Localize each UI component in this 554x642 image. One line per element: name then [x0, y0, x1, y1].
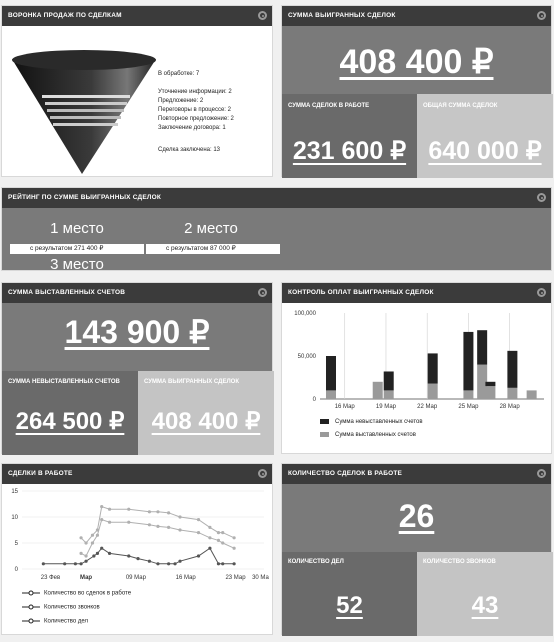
series-point [217, 531, 220, 534]
won-sum-left-value: 231 600 ₽ [292, 137, 407, 165]
series-point [208, 547, 211, 550]
series-point [108, 552, 111, 555]
x-tick-label: 23 Фев [40, 575, 61, 581]
x-tick-label: 19 Мар [375, 404, 397, 410]
series-point [167, 511, 170, 514]
legend-label: Количество звонков [44, 604, 100, 611]
series-point [100, 505, 103, 508]
bar-unbilled [507, 351, 517, 388]
y-tick-label: 15 [11, 489, 18, 495]
invoices-value: 143 900 ₽ [64, 314, 210, 350]
legend-marker-icon [22, 618, 40, 624]
bar-billed [507, 388, 517, 399]
count-right-cell [417, 552, 553, 636]
series-point [42, 562, 45, 565]
funnel-stage-label: Сделка заключена: 13 [158, 147, 221, 153]
series-point [91, 534, 94, 537]
series-point [217, 539, 220, 542]
x-tick-label: 25 Мар [458, 404, 479, 410]
funnel-stage-label: Переговоры в процессе: 2 [158, 107, 231, 113]
bar-unbilled [326, 356, 336, 390]
legend-label: Количество во сделок в работе [44, 590, 132, 597]
series-point [221, 531, 224, 534]
series-point [167, 526, 170, 529]
legend-item-deals [22, 590, 131, 597]
x-tick-label: 23 Мар [225, 575, 246, 581]
x-tick-label: 16 Мар [175, 575, 196, 581]
series-point [217, 562, 220, 565]
y-tick-label: 50,000 [297, 354, 316, 360]
funnel-stage-label: Заключение договора: 1 [158, 125, 226, 131]
series-point [221, 541, 224, 544]
funnel-graphic [2, 26, 274, 178]
series-point [100, 547, 103, 550]
series-point [84, 541, 87, 544]
rating-place-1: 1 место [50, 220, 104, 237]
gear-icon[interactable] [258, 469, 267, 478]
bar-unbilled [463, 332, 473, 390]
invoices-left-value: 264 500 ₽ [15, 408, 125, 435]
rating-result-1: с результатом 271 400 ₽ [10, 244, 144, 254]
gear-icon[interactable] [537, 288, 546, 297]
count-right-label: КОЛИЧЕСТВО ЗВОНКОВ [423, 559, 496, 565]
series-point [178, 528, 181, 531]
won-sum-panel [281, 5, 552, 177]
y-tick-label: 100,000 [294, 311, 316, 317]
series-point [197, 518, 200, 521]
count-left-cell [282, 552, 417, 636]
series-point [63, 562, 66, 565]
x-tick-label: Мар [80, 575, 93, 581]
series-point [96, 534, 99, 537]
legend-label: Сумма невыставленных счетов [335, 419, 423, 426]
payments-title: КОНТРОЛЬ ОПЛАТ ВЫИГРАННЫХ СДЕЛОК [288, 289, 434, 296]
count-deals-panel [281, 463, 552, 635]
series-point [233, 562, 236, 565]
series-point [74, 562, 77, 565]
bar-billed [384, 390, 394, 399]
won-sum-title: СУММА ВЫИГРАННЫХ СДЕЛОК [288, 12, 396, 19]
invoices-title: СУММА ВЫСТАВЛЕННЫХ СЧЕТОВ [8, 289, 126, 296]
count-deals-title: КОЛИЧЕСТВО СДЕЛОК В РАБОТЕ [288, 470, 403, 477]
legend-item-unbilled [320, 419, 423, 425]
y-tick-label: 5 [14, 541, 18, 547]
x-tick-label: 22 Мар [417, 404, 438, 410]
x-tick-label: 28 Мар [499, 404, 520, 410]
count-left-value: 52 [336, 592, 363, 619]
bar-unbilled [428, 353, 438, 383]
series-point [136, 557, 139, 560]
invoices-left-label: СУММА НЕВЫСТАВЛЕННЫХ СЧЕТОВ [8, 379, 120, 385]
series-point [233, 536, 236, 539]
legend-item-billed [320, 432, 416, 438]
rating-result-2: с результатом 87 000 ₽ [146, 244, 280, 254]
series-point [84, 560, 87, 563]
funnel-stage-label: В обработке: 7 [158, 71, 200, 77]
legend-label: Сумма выставленных счетов [335, 432, 416, 439]
series-point [108, 521, 111, 524]
funnel-band [47, 109, 124, 112]
gear-icon[interactable] [537, 193, 546, 202]
rating-header [2, 188, 551, 208]
funnel-header [2, 6, 272, 26]
series-point [156, 525, 159, 528]
series-point [108, 508, 111, 511]
invoices-panel [1, 282, 273, 454]
funnel-band [53, 123, 118, 126]
legend-marker-icon [22, 604, 40, 610]
series-point [127, 554, 130, 557]
gear-icon[interactable] [258, 11, 267, 20]
bar-unbilled [384, 371, 394, 390]
deals-line-chart [2, 486, 274, 586]
x-tick-label: 09 Мар [125, 575, 146, 581]
series-point [100, 518, 103, 521]
series-point [127, 521, 130, 524]
won-sum-left-cell [282, 94, 417, 178]
deals-in-work-title: СДЕЛКИ В РАБОТЕ [8, 470, 73, 477]
rating-place-3: 3 место [50, 256, 104, 273]
won-sum-right-value: 640 000 ₽ [428, 137, 542, 165]
deals-in-work-panel [1, 463, 273, 635]
deals-in-work-header [2, 464, 272, 484]
gear-icon[interactable] [537, 11, 546, 20]
count-deals-value: 26 [398, 498, 435, 534]
bar-billed [373, 382, 383, 399]
bar-billed [326, 390, 336, 399]
y-tick-label: 0 [14, 567, 18, 573]
bar-unbilled [477, 330, 487, 364]
funnel-band [42, 95, 130, 98]
series-point [178, 560, 181, 563]
series-point [208, 526, 211, 529]
legend-label: Количество дел [44, 618, 89, 625]
series-point [79, 536, 82, 539]
series-point [221, 562, 224, 565]
count-left-label: КОЛИЧЕСТВО ДЕЛ [288, 559, 344, 565]
invoices-header [2, 283, 272, 303]
gear-icon[interactable] [258, 288, 267, 297]
series-point [148, 523, 151, 526]
count-right-value: 43 [471, 592, 499, 619]
series-point [79, 562, 82, 565]
x-tick-label: 30 Ма [252, 575, 269, 581]
payments-header [282, 283, 551, 303]
rating-panel [1, 187, 552, 271]
invoices-right-label: СУММА ВЫИГРАННЫХ СДЕЛОК [144, 379, 239, 385]
funnel-band [45, 102, 127, 105]
bar-billed [463, 390, 473, 399]
bar-billed [527, 390, 537, 399]
legend-item-tasks [22, 618, 88, 625]
y-tick-label: 0 [312, 397, 316, 403]
gear-icon[interactable] [537, 469, 546, 478]
series-point [96, 552, 99, 555]
funnel-title: ВОРОНКА ПРОДАЖ ПО СДЕЛКАМ [8, 12, 122, 19]
legend-marker-icon [22, 590, 40, 596]
series-line [43, 548, 234, 564]
invoices-left-cell [2, 371, 138, 455]
funnel-stage-label: Предложение: 2 [158, 98, 204, 104]
series-point [156, 562, 159, 565]
rating-place-2: 2 место [184, 220, 238, 237]
series-point [148, 510, 151, 513]
bar-billed [485, 386, 495, 399]
count-deals-header [282, 464, 551, 484]
bar-billed [428, 384, 438, 399]
series-point [79, 552, 82, 555]
funnel-band [50, 116, 121, 119]
series-point [197, 531, 200, 534]
y-tick-label: 10 [11, 515, 18, 521]
series-point [127, 508, 130, 511]
legend-item-calls [22, 604, 100, 611]
series-point [178, 515, 181, 518]
series-point [197, 554, 200, 557]
series-point [91, 541, 94, 544]
won-sum-right-cell [417, 94, 553, 178]
won-sum-value: 408 400 ₽ [339, 43, 494, 81]
invoices-right-cell [138, 371, 274, 455]
won-sum-right-label: ОБЩАЯ СУММА СДЕЛОК [423, 103, 498, 109]
funnel-stage-label: Повторное предложение: 2 [158, 116, 234, 122]
legend-swatch-gray [320, 432, 329, 437]
payments-panel [281, 282, 552, 454]
series-point [173, 562, 176, 565]
invoices-right-value: 408 400 ₽ [151, 408, 261, 435]
x-tick-label: 16 Мар [334, 404, 355, 410]
series-point [167, 562, 170, 565]
series-point [233, 547, 236, 550]
series-point [156, 510, 159, 513]
won-sum-left-label: СУММА СДЕЛОК В РАБОТЕ [288, 103, 370, 109]
series-point [208, 536, 211, 539]
bar-unbilled [485, 382, 495, 386]
legend-swatch-dark [320, 419, 329, 424]
series-point [84, 554, 87, 557]
rating-title: РЕЙТИНГ ПО СУММЕ ВЫИГРАННЫХ СДЕЛОК [8, 194, 162, 201]
payments-bar-chart [282, 305, 553, 415]
won-sum-header [282, 6, 551, 26]
series-point [148, 560, 151, 563]
funnel-stage-label: Уточнение информации: 2 [158, 89, 232, 95]
series-point [92, 554, 95, 557]
funnel-top [12, 50, 156, 70]
funnel-panel [1, 5, 273, 177]
